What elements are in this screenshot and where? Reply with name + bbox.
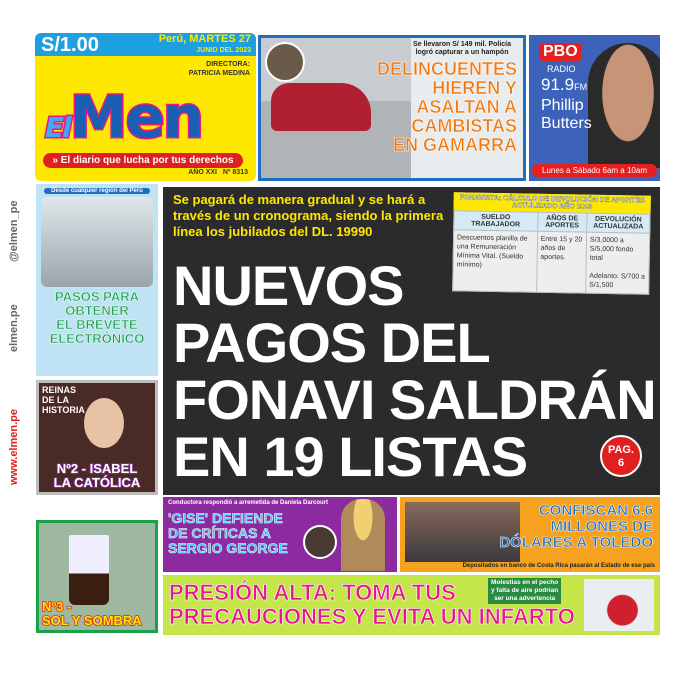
masthead: [35, 33, 256, 181]
pbo-logo: PBO: [539, 43, 582, 61]
social-handle[interactable]: @elmen_pe: [8, 200, 20, 262]
issue-number: AÑO XXI Nº 8313: [188, 169, 248, 176]
brevete-story[interactable]: [36, 184, 158, 376]
inset-photo: [265, 42, 305, 82]
toledo-story[interactable]: [400, 497, 660, 572]
radio-label: RADIO: [547, 64, 576, 74]
table-title: FONAVISTA: CÁLCULO DE DEVOLUCIÓN DE APORTES ACTULIZADO AÑO 2023: [454, 192, 651, 213]
frequency: 91.9FM: [541, 75, 588, 94]
heart-image: [584, 579, 654, 631]
isabel-headline: Nº2 - ISABEL LA CATÓLICA: [53, 461, 141, 490]
sol-story[interactable]: [36, 520, 158, 633]
main-deck: Se pagará de manera gradual y se hará a través de un cronograma, siendo la primera línea los jubilados del DL. 19990: [173, 192, 444, 239]
radio-ad[interactable]: [529, 35, 660, 181]
logo: ElMen: [45, 83, 203, 151]
man-photo: [303, 525, 337, 559]
main-headline: NUEVOS PAGOS DEL FONAVI SALDRÁN EN 19 LISTAS: [173, 254, 656, 488]
presion-kicker: Molestias en el pecho y falta de aire podrían ser una advertencia: [488, 578, 561, 604]
director: DIRECTORA: PATRICIA MEDINA: [188, 61, 250, 77]
toledo-kicker: Depositados en banco de Costa Rica pasarán al Estado de ese país: [462, 563, 655, 569]
table-header: AÑOS DE APORTES: [537, 212, 587, 232]
drink-photo: [69, 535, 109, 605]
table-header: SUELDO TRABAJADOR: [454, 211, 538, 231]
table-cell: S/3,0000 a S/5,000 fondo total Adelanto: S/700 a S/1,500: [586, 232, 650, 294]
brevete-kicker: Desde cualquier región del Perú: [44, 188, 150, 194]
top-story-headline: DELINCUENTES HIEREN Y ASALTAN A CAMBISTAS EN GAMARRA: [376, 59, 517, 155]
website[interactable]: www.elmen.pe: [8, 408, 20, 485]
social-facebook[interactable]: elmen.pe: [8, 304, 20, 352]
gise-kicker: Conductora respondió a arremetida de Daniela Darcourt: [168, 500, 329, 506]
table-header: DEVOLUCIÓN ACTUALIZADA: [587, 213, 650, 233]
isabel-story[interactable]: [36, 380, 158, 495]
main-story[interactable]: [163, 187, 660, 495]
sol-headline: Nº3 - SOL Y SOMBRA: [42, 599, 142, 628]
brevete-headline: PASOS PARA OBTENER EL BREVETE ELECTRÓNICO: [49, 289, 145, 346]
gise-story[interactable]: [163, 497, 397, 572]
toledo-headline: CONFISCAN 6.6 MILLONES DE DÓLARES A TOLEDO: [499, 502, 653, 551]
presion-headline: PRESIÓN ALTA: TOMA TUS PRECAUCIONES Y EVITA UN INFARTO: [169, 580, 575, 629]
table-cell: Descuentos planilla de una Remuneración Mínima Vital. (Sueldo mínimo): [453, 230, 538, 292]
driver-photo: [41, 197, 153, 287]
host-name: Phillip Butters: [541, 97, 592, 132]
host-photo: [588, 43, 660, 168]
top-story[interactable]: [258, 35, 526, 181]
price: S/1.00: [41, 34, 99, 56]
schedule: Lunes a Sábado 6am a 10am: [532, 164, 657, 177]
top-story-kicker: Se llevaron S/ 149 mil. Policía logró capturar a un hampón: [412, 41, 512, 56]
woman-photo: [341, 499, 385, 571]
tagline: » El diario que lucha por tus derechos: [43, 153, 243, 168]
date: Perú, MARTES 27 JUNIO DEL 2023: [158, 33, 251, 54]
table-cell: Entre 15 y 20 años de aportes.: [536, 231, 586, 293]
isabel-kicker: REINAS DE LA HISTORIA: [42, 385, 85, 415]
page-reference: PAG. 6: [600, 435, 642, 477]
presion-story[interactable]: [163, 575, 660, 635]
gise-headline: 'GISE' DEFIENDE DE CRÍTICAS A SERGIO GEORGE: [168, 510, 288, 556]
queen-portrait: [84, 398, 124, 448]
